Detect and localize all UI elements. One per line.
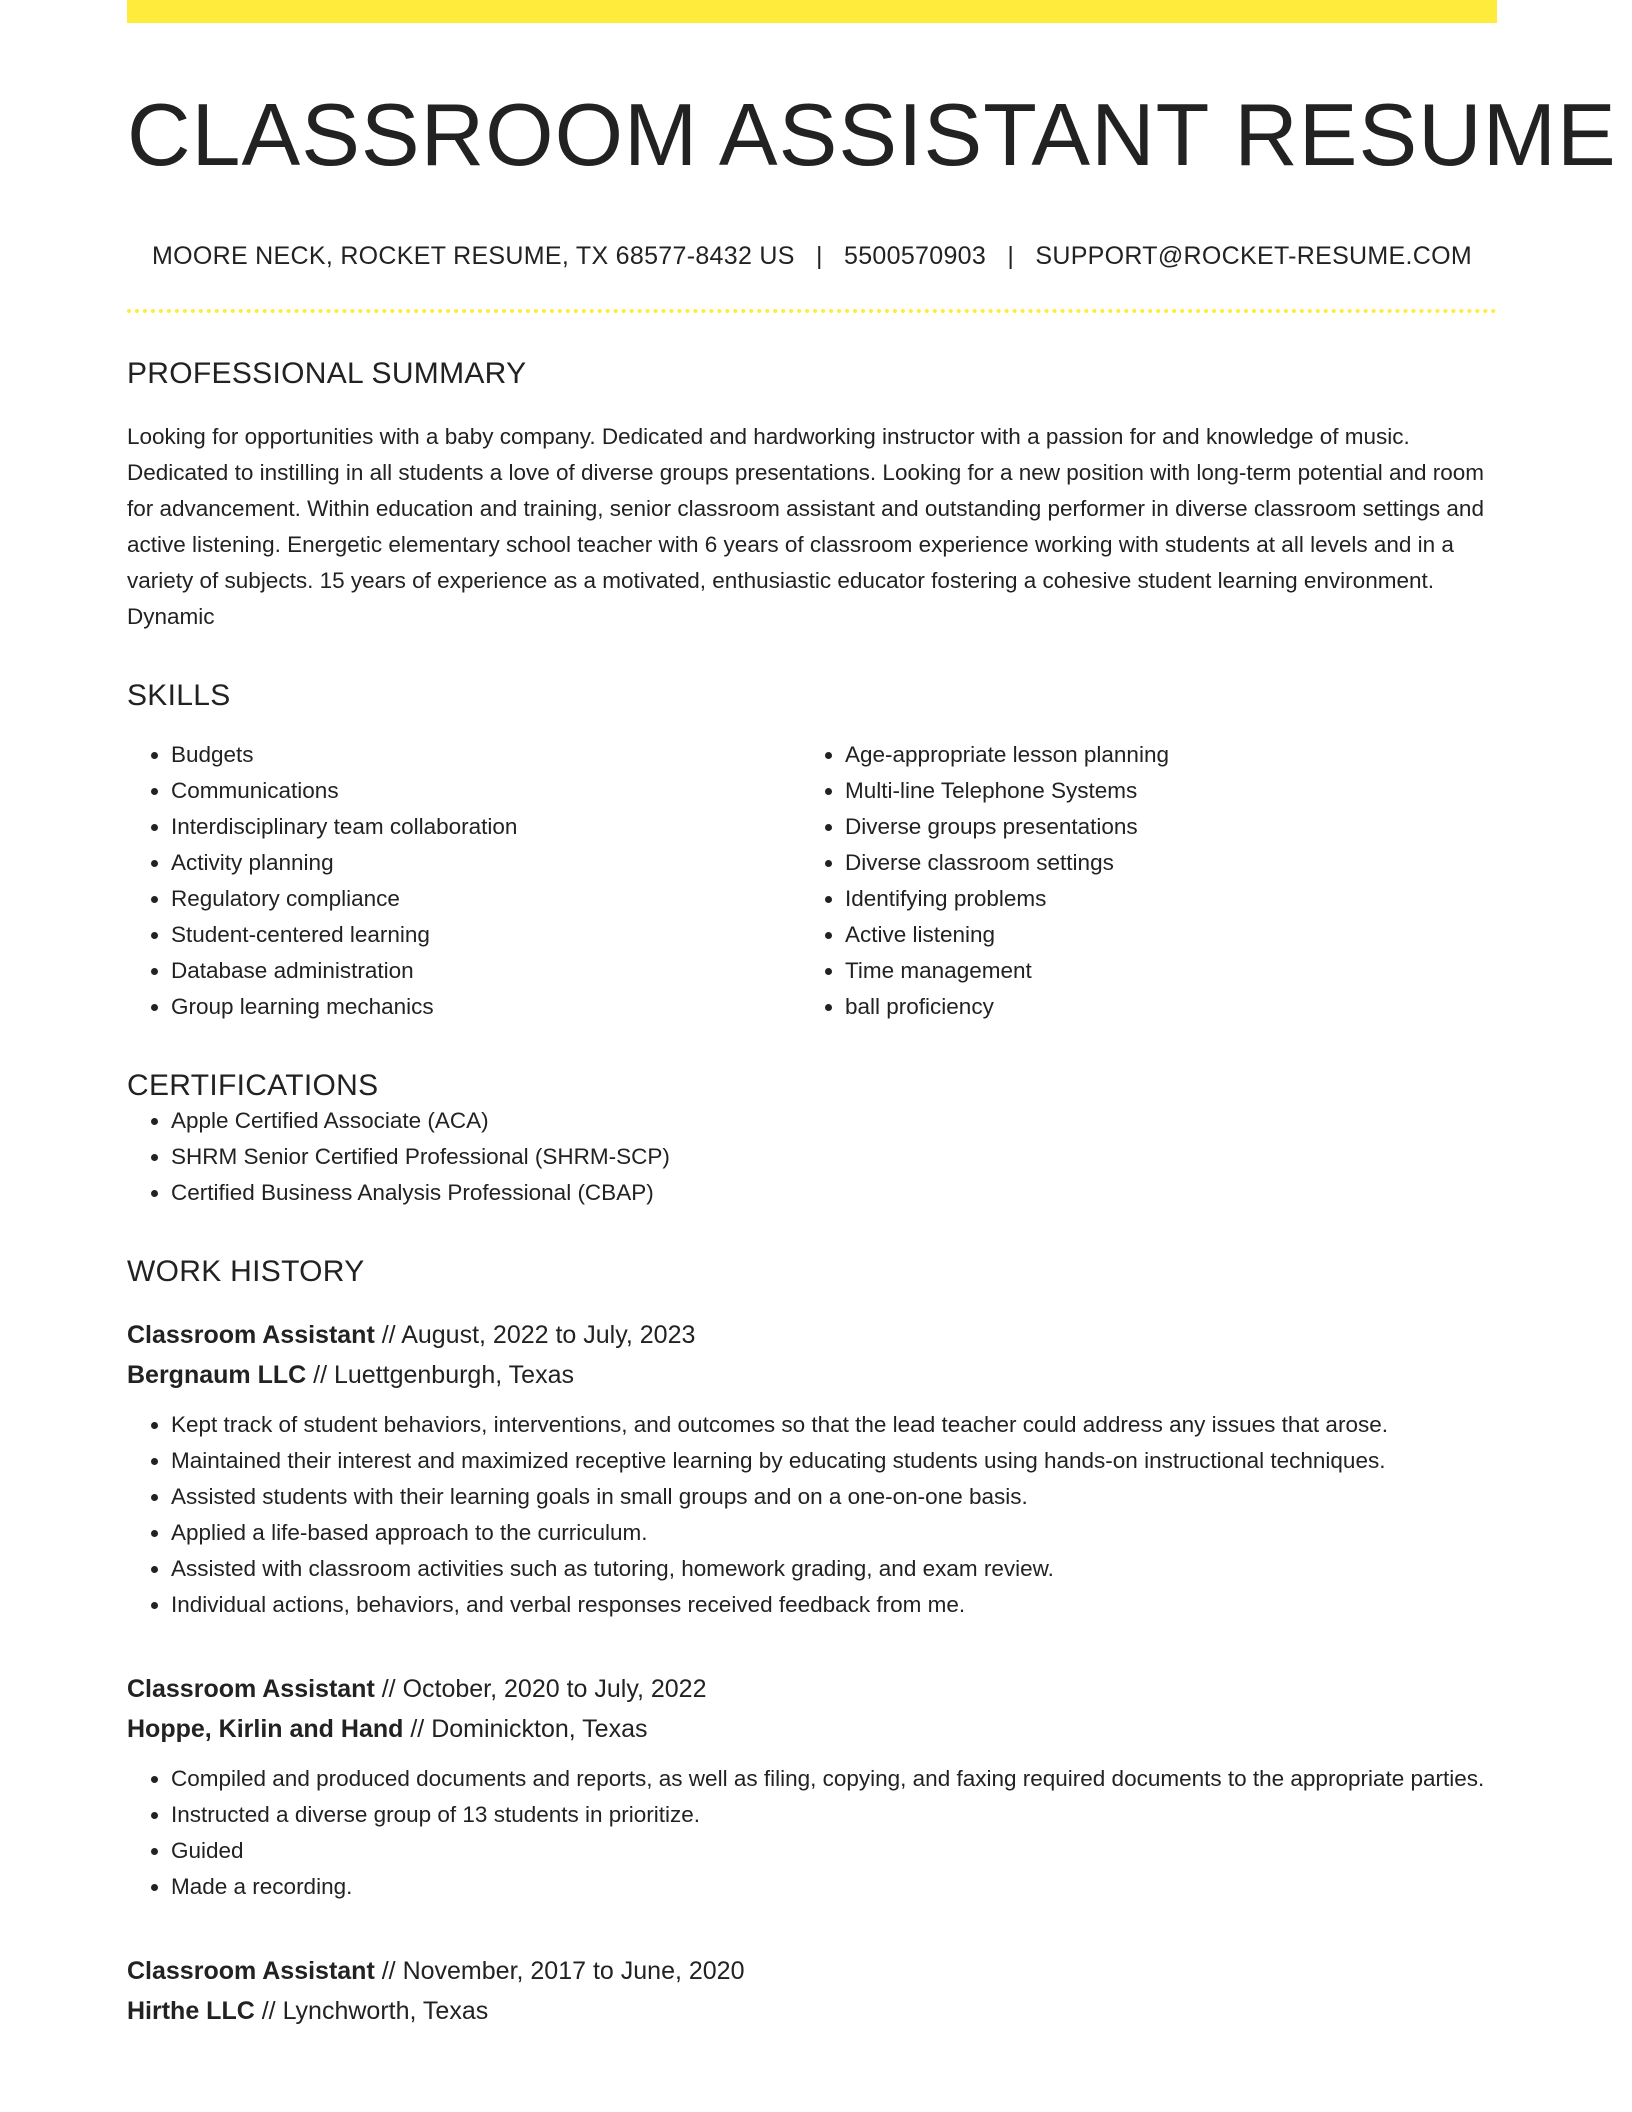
skill-item: • Diverse classroom settings [845,845,1475,881]
skill-item: • Interdisciplinary team collaboration [171,809,801,845]
resume-page [127,0,1617,2031]
resume-title: CLASSROOM ASSISTANT RESUME [127,85,1617,184]
job-duty-item: • Maintained their interest and maximized receptive learning by educating students using hands-on instructional techniques. [171,1443,1497,1479]
job-company: Hirthe LLC [127,1996,255,2025]
certifications-list [127,1103,1497,1211]
contact-address: MOORE NECK, ROCKET RESUME, TX 68577-8432 US [151,241,795,270]
job-title-line [127,1315,1497,1355]
job-company: Hoppe, Kirlin and Hand [127,1714,404,1743]
contact-separator: | [1007,241,1015,270]
job-entry [127,1951,1497,2031]
contact-line [127,242,1497,271]
skill-item: • Age-appropriate lesson planning [845,737,1475,773]
job-company-line [127,1355,1497,1395]
skills-columns [127,737,1497,1025]
skill-item: • Regulatory compliance [171,881,801,917]
job-location: // Lynchworth, Texas [261,1996,489,2025]
skill-item: • Student-centered learning [171,917,801,953]
job-dates: // August, 2022 to July, 2023 [381,1320,696,1349]
job-location: // Dominickton, Texas [410,1714,648,1743]
job-duty-item: • Applied a life-based approach to the curriculum. [171,1515,1497,1551]
top-accent-bar [127,0,1497,23]
skill-item: • Identifying problems [845,881,1475,917]
dotted-divider [127,309,1497,313]
skills-list-right [801,737,1475,1025]
skill-item: • ball proficiency [845,989,1475,1025]
job-entry [127,1315,1497,1623]
job-location: // Luettgenburgh, Texas [313,1360,574,1389]
skill-item: • Group learning mechanics [171,989,801,1025]
job-company-line [127,1991,1497,2031]
skill-item: • Active listening [845,917,1475,953]
skill-item: • Activity planning [171,845,801,881]
job-title-line [127,1951,1497,1991]
job-duty-item: • Made a recording. [171,1869,1497,1905]
certification-item: • Apple Certified Associate (ACA) [171,1103,1497,1139]
job-company-line [127,1709,1497,1749]
skill-item: • Multi-line Telephone Systems [845,773,1475,809]
certifications-heading: CERTIFICATIONS [127,1068,379,1102]
skill-item: • Communications [171,773,801,809]
certification-item: • SHRM Senior Certified Professional (SHRM-SCP) [171,1139,1497,1175]
job-title-line [127,1669,1497,1709]
contact-email: SUPPORT@ROCKET-RESUME.COM [1035,241,1472,270]
job-title: Classroom Assistant [127,1956,375,1985]
job-duty-item: • Instructed a diverse group of 13 students in prioritize. [171,1797,1497,1833]
job-duty-item: • Individual actions, behaviors, and verbal responses received feedback from me. [171,1587,1497,1623]
job-duty-item: • Kept track of student behaviors, interventions, and outcomes so that the lead teacher could address any issues that arose. [171,1407,1497,1443]
skill-item: • Time management [845,953,1475,989]
skills-list-left [127,737,801,1025]
job-dates: // November, 2017 to June, 2020 [381,1956,745,1985]
skill-item: • Database administration [171,953,801,989]
job-entry [127,1669,1497,1905]
summary-text: Looking for opportunities with a baby company. Dedicated and hardworking instructor with a passion for and knowledge of music. Dedicated to instilling in all students a love of diverse groups presentations. Looking for a new position with long-term potential and room for advancement. Within education and training, senior classroom assistant and outstanding performer in diverse classroom settings and active listening. Energetic elementary school teacher with 6 years of classroom experience working with students at all levels and in a variety of subjects. 15 years of experience as a motivated, enthusiastic educator fostering a cohesive student learning environment. Dynamic [127,423,1485,629]
summary-heading: PROFESSIONAL SUMMARY [127,356,527,390]
job-duty-item: • Guided [171,1833,1497,1869]
certification-item: • Certified Business Analysis Professional (CBAP) [171,1175,1497,1211]
job-dates: // October, 2020 to July, 2022 [381,1674,707,1703]
contact-phone: 5500570903 [844,241,987,270]
job-duties-list [127,1407,1497,1623]
job-duty-item: • Compiled and produced documents and reports, as well as filing, copying, and faxing required documents to the appropriate parties. [171,1761,1497,1797]
skills-heading: SKILLS [127,678,231,712]
skill-item: • Budgets [171,737,801,773]
job-company: Bergnaum LLC [127,1360,307,1389]
contact-separator: | [815,241,823,270]
job-duty-item: • Assisted with classroom activities such as tutoring, homework grading, and exam review. [171,1551,1497,1587]
job-title: Classroom Assistant [127,1320,375,1349]
job-duties-list [127,1761,1497,1905]
skill-item: • Diverse groups presentations [845,809,1475,845]
work-history-heading: WORK HISTORY [127,1254,365,1288]
job-duty-item: • Assisted students with their learning goals in small groups and on a one-on-one basis. [171,1479,1497,1515]
job-title: Classroom Assistant [127,1674,375,1703]
